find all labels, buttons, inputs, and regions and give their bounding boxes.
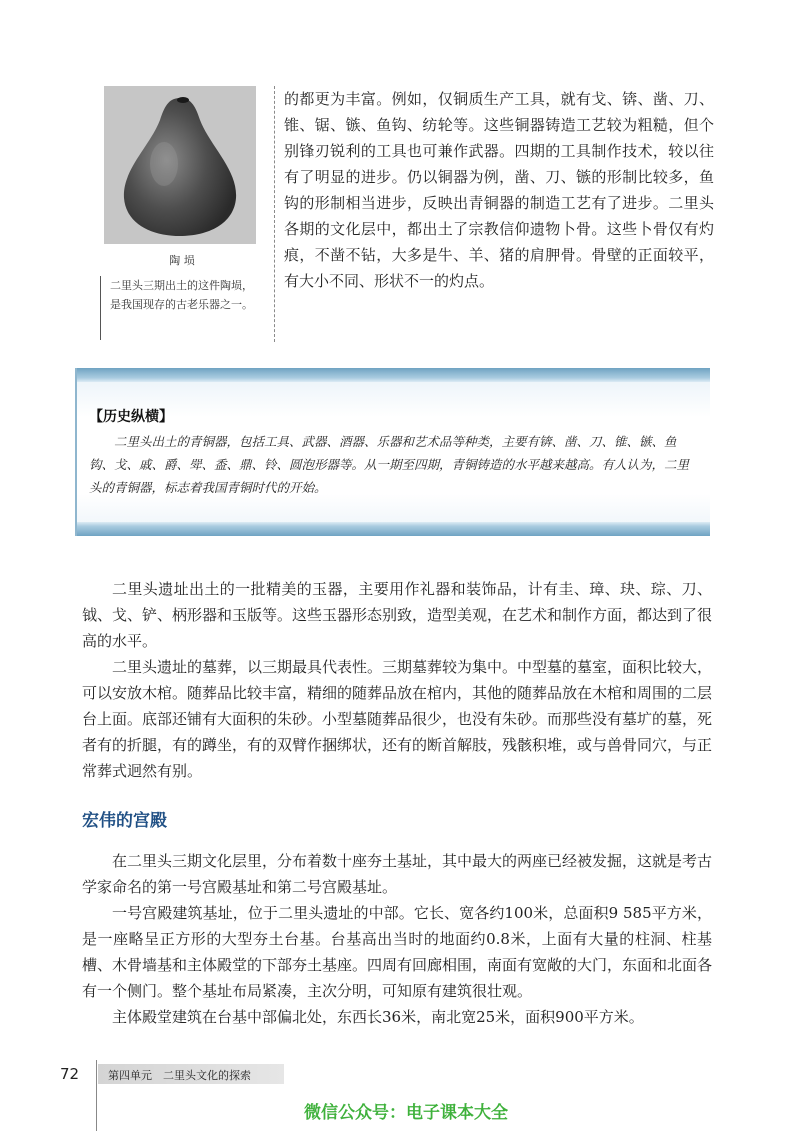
caption-rule [100, 276, 101, 340]
history-box-heading: 【历史纵横】 [89, 409, 173, 425]
figure-caption: 二里头三期出土的这件陶埙，是我国现存的古老乐器之一。 [110, 279, 253, 311]
history-box-left-edge [75, 368, 77, 536]
xun-photo [104, 86, 256, 244]
figure-title: 陶 埙 [169, 254, 195, 267]
paragraph-palace-one: 一号宫殿建筑基址，位于二里头遗址的中部。它长、宽各约100米，总面积9 585平方米，是一座略呈正方形的大型夯土台基。台基高出当时的地面约0.8米，上面有大量的柱洞、柱基槽、木骨墙基和主体殿堂的下部夯土基座。四周有回廊相围，南面有宽敞的大门，东面和北面各有一个侧门。整个基址布局紧凑，主次分明，可知原有建筑很壮观。 [82, 904, 713, 1000]
paragraph-main-hall: 主体殿堂建筑在台基中部偏北处，东西长36米，南北宽25米，面积900平方米。 [112, 1008, 644, 1026]
xun-image-icon [104, 86, 256, 244]
column-divider [274, 86, 275, 342]
footer-rule [96, 1060, 97, 1131]
paragraph-jade: 二里头遗址出土的一批精美的玉器，主要用作礼器和装饰品，计有圭、璋、玦、琮、刀、钺、戈、铲、柄形器和玉版等。这些玉器形态别致，造型美观，在艺术和制作方面，都达到了很高的水平。 [82, 580, 713, 650]
paragraph-tombs: 二里头遗址的墓葬，以三期最具代表性。三期墓葬较为集中。中型墓的墓室，面积比较大，可以安放木棺。随葬品比较丰富，精细的随葬品放在棺内，其他的随葬品放在木棺和周围的二层台上面。底部还铺有大面积的朱砂。小型墓随葬品很少，也没有朱砂。而那些没有墓圹的墓，死者有的折腿，有的蹲坐，有的双臂作捆绑状，还有的断首解肢，残骸积堆，或与兽骨同穴，与正常葬式迥然有别。 [82, 658, 713, 780]
history-box-text: 二里头出土的青铜器，包括工具、武器、酒器、乐器和艺术品等种类，主要有锛、凿、刀、锥、镞、鱼钩、戈、戚、爵、斝、盉、鼎、铃、圆泡形器等。从一期至四期，青铜铸造的水平越来越高。有人认为，二里头的青铜器，标志着我国青铜时代的开始。 [89, 434, 690, 495]
history-box-top-band [75, 368, 710, 382]
top-paragraph: 的都更为丰富。例如，仅铜质生产工具，就有戈、锛、凿、刀、锥、锯、镞、鱼钩、纺轮等。这些铜器铸造工艺较为粗糙，但个别锋刃锐利的工具也可兼作武器。四期的工具制作技术，较以往有了明显的进步。仍以铜器为例，凿、刀、镞的形制比较多，鱼钩的形制相当进步，反映出青铜器的制造工艺有了进步。二里头各期的文化层中，都出土了宗教信仰遗物卜骨。这些卜骨仅有灼痕，不凿不钻，大多是牛、羊、猪的肩胛骨。骨壁的正面较平，有大小不同、形状不一的灼点。 [284, 90, 714, 290]
section-body [82, 848, 712, 1030]
paragraph-palace-intro: 在二里头三期文化层里，分布着数十座夯土基址，其中最大的两座已经被发掘，这就是考古学家命名的第一号宫殿基址和第二号宫殿基址。 [82, 852, 713, 896]
footer-unit-label: 第四单元 二里头文化的探索 [108, 1069, 251, 1082]
watermark: 微信公众号：电子课本大全 [304, 1103, 508, 1123]
main-body [82, 576, 712, 784]
page-number: 72 [60, 1065, 80, 1083]
section-heading: 宏伟的宫殿 [82, 811, 167, 831]
history-box [75, 368, 710, 536]
history-box-bottom-band [75, 522, 710, 536]
